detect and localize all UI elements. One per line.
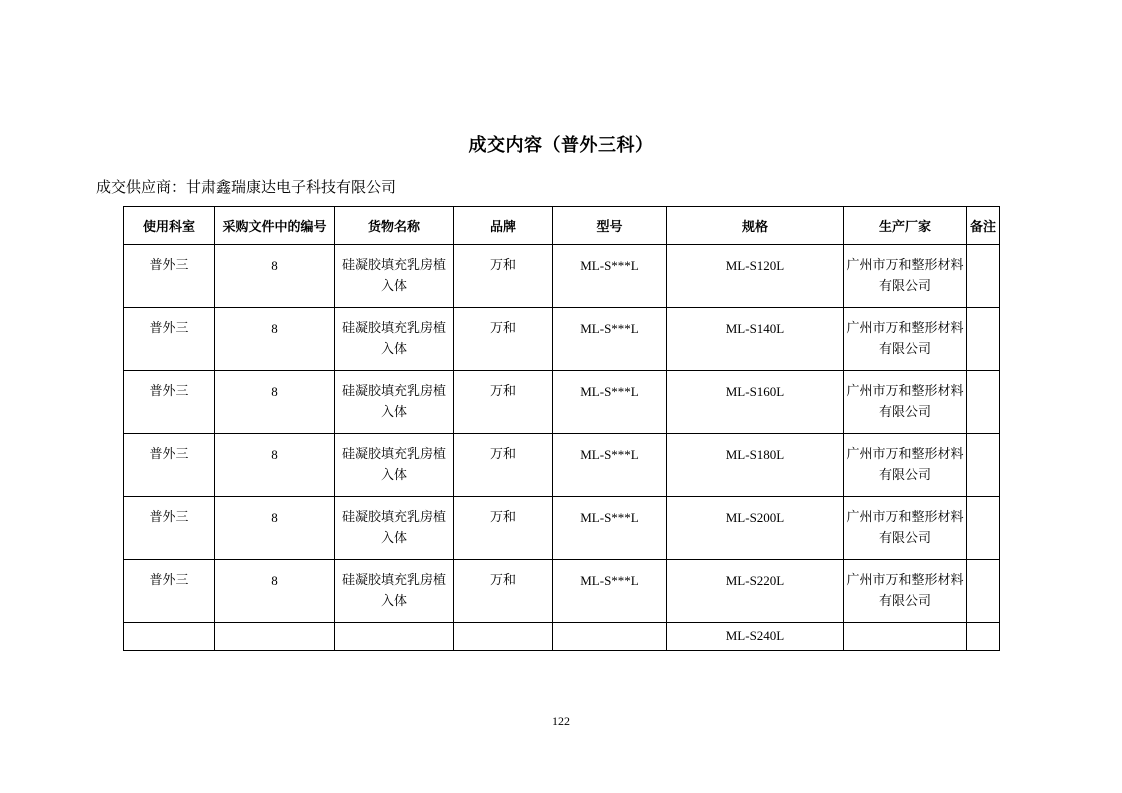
cell-model: ML-S***L (553, 371, 667, 434)
deal-content-table (123, 206, 1000, 651)
cell-goods-name: 硅凝胶填充乳房植入体 (335, 497, 454, 560)
cell-brand: 万和 (454, 560, 553, 623)
cell-brand (454, 623, 553, 651)
cell-dept: 普外三 (124, 245, 215, 308)
cell-remark (967, 308, 1000, 371)
cell-brand: 万和 (454, 245, 553, 308)
cell-brand: 万和 (454, 371, 553, 434)
cell-goods-name: 硅凝胶填充乳房植入体 (335, 434, 454, 497)
cell-manufacturer (844, 623, 967, 651)
cell-model: ML-S***L (553, 434, 667, 497)
cell-item-no: 8 (215, 497, 335, 560)
header-spec: 规格 (667, 207, 844, 245)
cell-manufacturer: 广州市万和整形材料有限公司 (844, 371, 967, 434)
header-goods-name: 货物名称 (335, 207, 454, 245)
supplier-line: 成交供应商：甘肃鑫瑞康达电子科技有限公司 (96, 178, 397, 196)
cell-item-no: 8 (215, 371, 335, 434)
cell-manufacturer: 广州市万和整形材料有限公司 (844, 308, 967, 371)
cell-goods-name: 硅凝胶填充乳房植入体 (335, 560, 454, 623)
cell-dept: 普外三 (124, 371, 215, 434)
header-manufacturer: 生产厂家 (844, 207, 967, 245)
cell-item-no: 8 (215, 560, 335, 623)
cell-remark (967, 497, 1000, 560)
cell-dept (124, 623, 215, 651)
table-row (124, 371, 1000, 434)
page-number: 122 (552, 714, 570, 728)
cell-remark (967, 560, 1000, 623)
document-title: 成交内容（普外三科） (468, 135, 654, 156)
cell-model (553, 623, 667, 651)
cell-dept: 普外三 (124, 434, 215, 497)
cell-brand: 万和 (454, 497, 553, 560)
cell-model: ML-S***L (553, 245, 667, 308)
table-row (124, 245, 1000, 308)
cell-manufacturer: 广州市万和整形材料有限公司 (844, 245, 967, 308)
header-dept: 使用科室 (124, 207, 215, 245)
cell-goods-name: 硅凝胶填充乳房植入体 (335, 245, 454, 308)
cell-model: ML-S***L (553, 497, 667, 560)
cell-spec: ML-S180L (667, 434, 844, 497)
cell-model: ML-S***L (553, 560, 667, 623)
header-remark: 备注 (967, 207, 1000, 245)
cell-dept: 普外三 (124, 560, 215, 623)
cell-goods-name: 硅凝胶填充乳房植入体 (335, 308, 454, 371)
cell-item-no: 8 (215, 308, 335, 371)
cell-spec: ML-S120L (667, 245, 844, 308)
cell-spec: ML-S160L (667, 371, 844, 434)
table-row (124, 560, 1000, 623)
cell-dept: 普外三 (124, 497, 215, 560)
cell-goods-name (335, 623, 454, 651)
table-header-row (124, 207, 1000, 245)
cell-manufacturer: 广州市万和整形材料有限公司 (844, 560, 967, 623)
cell-item-no: 8 (215, 434, 335, 497)
cell-item-no (215, 623, 335, 651)
table-row (124, 623, 1000, 651)
cell-brand: 万和 (454, 434, 553, 497)
header-brand: 品牌 (454, 207, 553, 245)
cell-remark (967, 245, 1000, 308)
cell-remark (967, 623, 1000, 651)
cell-goods-name: 硅凝胶填充乳房植入体 (335, 371, 454, 434)
cell-spec: ML-S140L (667, 308, 844, 371)
cell-brand: 万和 (454, 308, 553, 371)
cell-item-no: 8 (215, 245, 335, 308)
cell-dept: 普外三 (124, 308, 215, 371)
cell-remark (967, 371, 1000, 434)
cell-manufacturer: 广州市万和整形材料有限公司 (844, 497, 967, 560)
table-row (124, 434, 1000, 497)
cell-spec: ML-S240L (667, 623, 844, 651)
cell-spec: ML-S220L (667, 560, 844, 623)
cell-manufacturer: 广州市万和整形材料有限公司 (844, 434, 967, 497)
cell-remark (967, 434, 1000, 497)
cell-spec: ML-S200L (667, 497, 844, 560)
table-row (124, 308, 1000, 371)
cell-model: ML-S***L (553, 308, 667, 371)
header-item-no: 采购文件中的编号 (215, 207, 335, 245)
header-model: 型号 (553, 207, 667, 245)
table-row (124, 497, 1000, 560)
